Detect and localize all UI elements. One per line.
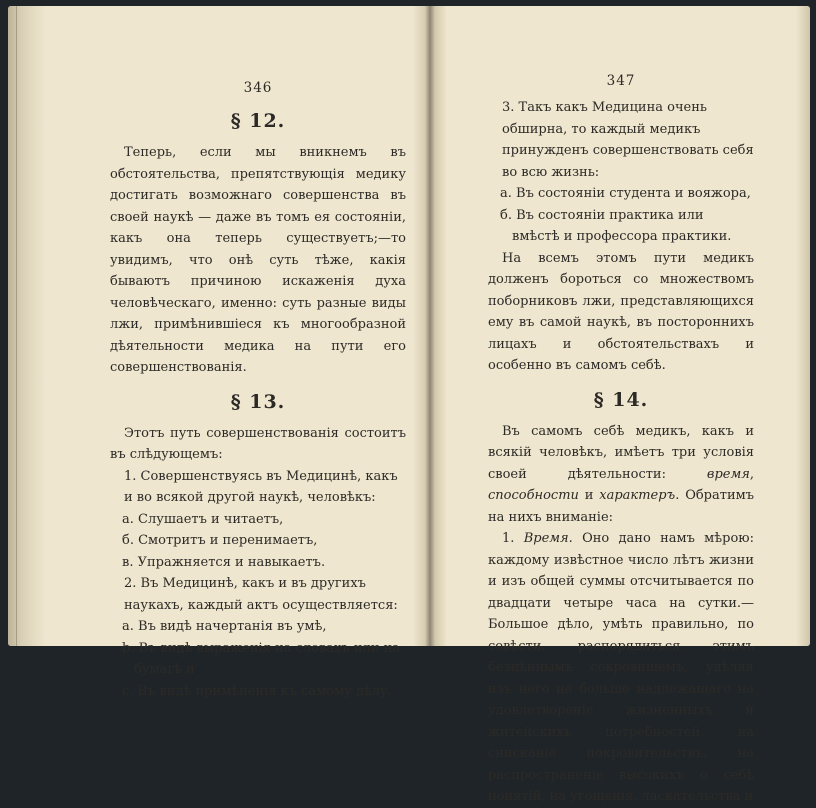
page-number: 346 xyxy=(243,80,273,96)
sub-item: в. Упражняется и навыкаетъ. xyxy=(122,554,326,570)
page-edge-right xyxy=(796,6,810,646)
page-number: 347 xyxy=(606,73,636,89)
section-heading: § 13. xyxy=(230,390,286,413)
book-gutter xyxy=(413,6,447,646)
list-item: 3. Такъ какъ Медицина очень обширна, то каждый медикъ принужденъ совершенствовать себя во всю жизнь: xyxy=(502,100,754,180)
list-item: 1. Совершенствуясь въ Медицинѣ, какъ и во всякой другой наукѣ, человѣкъ: xyxy=(124,468,398,505)
sub-item: а. Въ видѣ начертанія въ умѣ, xyxy=(122,619,327,634)
sub-item: а. Слушаетъ и читаетъ, xyxy=(122,511,284,527)
paragraph-14: Въ самомъ себѣ медикъ, какъ и всякій человѣкъ, имѣетъ три условія своей дѣятельности: время, способности и характеръ. Обратимъ на нихъ вниманіе: xyxy=(488,423,754,525)
paragraph: Теперь, если мы вникнемъ въ обстоятельства, препятствующія медику достигать возможнаго совершенства въ своей наукѣ — даже въ томъ ея состояніи, какъ она теперь существуетъ;—то увидимъ, что онѣ суть тѣже, какія бываютъ причиною искаженія духа человѣческаго, именно: суть разные виды лжи, примѣнившіеся къ многообразной дѣятельности медика на пути его совершенствованія. xyxy=(110,145,406,375)
sub-item: б. Смотритъ и перенимаетъ, xyxy=(122,533,318,548)
sub-item: а. Въ состояніи студента и вояжора, xyxy=(500,186,751,201)
sub-item: c. Въ видѣ примѣненія къ самому дѣлу. xyxy=(122,683,392,699)
paragraph: Этотъ путь совершенствованія состоитъ въ слѣдующемъ: xyxy=(110,425,406,462)
paragraph: На всемъ этомъ пути медикъ долженъ бороться со множествомъ поборниковъ лжи, представляющихся ему въ самой наукѣ, въ постороннихъ лицахъ и обстоятельствахъ и особенно въ самомъ себѣ. xyxy=(488,250,754,373)
right-page xyxy=(488,0,754,804)
section-heading: § 12. xyxy=(230,110,286,132)
page-edges-left xyxy=(8,6,46,646)
list-item: 2. Въ Медицинѣ, какъ и въ другихъ наукахъ, каждый актъ осуществляется: xyxy=(124,576,398,613)
sub-item: б. Въ состояніи практика или вмѣстѣ и профессора практики. xyxy=(500,207,732,244)
paragraph-time: 1. Время. Оно дано намъ мѣрою: каждому извѣстное число лѣтъ жизни и изъ общей суммы отсчитывается по двадцати четыре часа на сутки.—Большое дѣло, умѣть правильно, по совѣсти, распорядиться этимъ безцѣннымъ сокровищемъ, удѣляя изъ него не больше надлежащаго на удовлетвореніе жизненныхъ и житейскихъ потребностей, на снисканіе покровительствъ, на распространеніе высокихъ о себѣ понятій, на угощенія, ласкательства и xyxy=(488,531,754,804)
section-heading: § 14. xyxy=(593,388,649,411)
left-page xyxy=(110,0,406,699)
sub-item: b. Въ видѣ выраженія на словахъ или на бумагѣ и xyxy=(122,640,400,677)
